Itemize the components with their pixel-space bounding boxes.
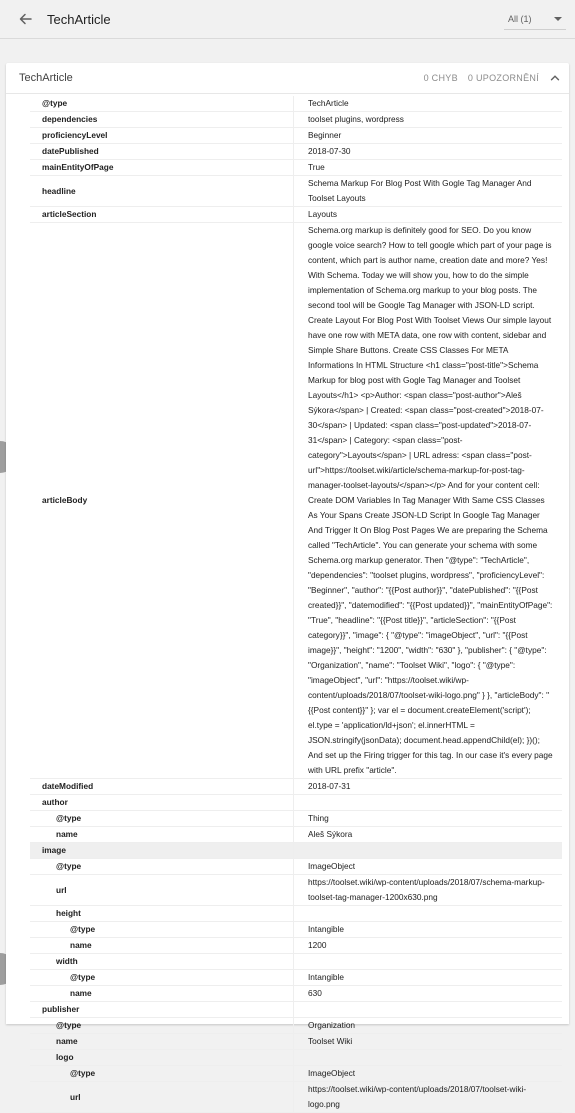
table-row (30, 207, 562, 223)
table-row (30, 144, 562, 160)
table-row (30, 1034, 562, 1050)
table-row (30, 843, 562, 859)
table-row (30, 922, 562, 938)
property-key: @type (30, 922, 294, 937)
property-key: width (30, 954, 294, 969)
property-value: https://toolset.wiki/wp-content/uploads/2018/07/schema-markup-toolset-tag-manager-1200x630.png (308, 877, 545, 902)
property-key: url (30, 1082, 294, 1112)
property-value: 630 (308, 988, 322, 998)
property-value: Intangible (308, 972, 344, 982)
property-value: 1200 (308, 940, 327, 950)
property-value: https://toolset.wiki/wp-content/uploads/2018/07/toolset-wiki-logo.png (308, 1084, 527, 1109)
table-row (30, 779, 562, 795)
collapse-button[interactable] (547, 70, 563, 86)
table-row (30, 1050, 562, 1066)
property-value (294, 1050, 562, 1065)
table-row (30, 986, 562, 1002)
property-value: Toolset Wiki (308, 1036, 353, 1046)
top-bar (0, 0, 575, 39)
property-key: publisher (30, 1002, 294, 1017)
table-row (30, 176, 562, 207)
warning-count: 0 UPOZORNĚNÍ (467, 73, 539, 83)
property-key: author (30, 795, 294, 810)
property-value: Schema Markup For Blog Post With Gogle Tag Manager And Toolset Layouts (308, 178, 532, 203)
property-value: Aleš Sýkora (308, 829, 353, 839)
table-row (30, 970, 562, 986)
property-key: name (30, 827, 294, 842)
property-key: name (30, 938, 294, 953)
property-key: articleSection (30, 207, 294, 222)
table-row (30, 112, 562, 128)
card-header[interactable] (6, 63, 569, 94)
table-row (30, 1082, 562, 1113)
property-value: Intangible (308, 924, 344, 934)
property-value (294, 954, 562, 969)
property-value: ImageObject (308, 861, 356, 871)
table-row (30, 827, 562, 843)
property-key: mainEntityOfPage (30, 160, 294, 175)
property-value: 2018-07-31 (308, 781, 351, 791)
property-key: name (30, 1034, 294, 1049)
property-key: @type (30, 859, 294, 874)
table-row (30, 906, 562, 922)
table-row (30, 875, 562, 906)
table-row (30, 1002, 562, 1018)
table-row (30, 795, 562, 811)
property-key: headline (30, 176, 294, 206)
property-value (294, 906, 562, 921)
property-key: dateModified (30, 779, 294, 794)
table-row (30, 128, 562, 144)
property-value: 2018-07-30 (308, 146, 351, 156)
property-key: dependencies (30, 112, 294, 127)
property-key: height (30, 906, 294, 921)
results-filter-select[interactable] (504, 8, 566, 30)
property-key: name (30, 986, 294, 1001)
table-row (30, 811, 562, 827)
property-key: @type (30, 811, 294, 826)
property-value (294, 795, 562, 810)
error-count: 0 CHYB (423, 73, 458, 83)
property-key: @type (30, 96, 294, 111)
property-value: Beginner (308, 130, 342, 140)
property-value (294, 1002, 562, 1017)
chevron-up-icon (550, 73, 560, 83)
table-row (30, 1018, 562, 1034)
table-row (30, 938, 562, 954)
property-table (30, 96, 562, 1113)
table-row (30, 859, 562, 875)
property-value: Schema.org markup is definitely good for SEO. Do you know google voice search? How to tell google which part of your page is content, which part is author name, creation date and more? Yes! With Schema. Today we will show you, how to do the simple implementation of Schema.org markup to your blog posts. The second tool will be Google Tag Manager with JSON-LD script. Create Layout For Blog Post With Toolset Views Our simple layout have one row with META data, one row with content, sidebar and Simple Share Buttons. Create CSS Classes For META Informations In HTML Structure <h1 class="post-title">Schema Markup for blog post with Gogle Tag Manager and Toolset Layouts</h1> <p>Author: <span class="post-author">Aleš Sýkora</span> | Created: <span class="post-created">2018-07-30</span> | Updated: <span class="post-updated">2018-07-31</span> | Category: <span class="post-category">Layouts</span> | URL adress: <span class="post-url">https://toolset.wiki/article/schema-markup-for-post-tag-manager-toolset-layouts/</span></p> And for your content cell: Create DOM Variables In Tag Manager With Same CSS Classes As Your Spans Create JSON-LD Script In Google Tag Manager And Trigger It On Blog Post Pages We are preparing the Schema called "TechArticle". You can generate your schema with some Schema.org markup generator. Then "@type": "TechArticle", "dependencies": "toolset plugins, wordpress", "proficiencyLevel": "Beginner", "author": "{{Post author}}", "datePublished": "{{Post created}}", "datemodified": "{{Post updated}}", "mainEntityOfPage": "True", "headline": "{{Post title}}", "articleSection": "{{Post category}}", "image": { "@type": "imageObject", "url": "{{Post image}}", "height": "1200", "width": "630" }, "publisher": { "@type": "Organization", "name": "Toolset Wiki", "logo": { "@type": "imageObject", "url": "https://toolset.wiki/wp-content/uploads/2018/07/toolset-wiki-logo.png" } }, "articleBody": "{{Post content}}" }; var el = document.createElement('script'); el.type = 'application/ld+json'; el.innerHTML = JSON.stringify(jsonData); document.head.appendChild(el); })(); And set up the Firing trigger for this tag. In our case it's every page with URL prefix "article". (308, 225, 553, 775)
property-value: True (308, 162, 325, 172)
arrow-left-icon (18, 12, 32, 26)
property-value: TechArticle (308, 98, 349, 108)
card-title: TechArticle (19, 72, 73, 84)
filter-selected-value: All (1) (508, 13, 532, 24)
property-key: proficiencyLevel (30, 128, 294, 143)
property-value: toolset plugins, wordpress (308, 114, 404, 124)
property-key: image (30, 843, 294, 858)
property-key: datePublished (30, 144, 294, 159)
back-button[interactable] (15, 9, 35, 29)
property-value: Thing (308, 813, 329, 823)
property-key: articleBody (30, 223, 294, 778)
property-value: ImageObject (308, 1068, 356, 1078)
table-row (30, 160, 562, 176)
property-value: Organization (308, 1020, 356, 1030)
property-key: @type (30, 1066, 294, 1081)
table-row (30, 954, 562, 970)
property-key: url (30, 875, 294, 905)
property-key: @type (30, 970, 294, 985)
property-value: Layouts (308, 209, 338, 219)
result-card (6, 63, 569, 1109)
table-row (30, 1066, 562, 1082)
property-key: logo (30, 1050, 294, 1065)
page-title: TechArticle (47, 11, 111, 27)
property-key: @type (30, 1018, 294, 1033)
property-value (294, 843, 562, 858)
table-row (30, 223, 562, 779)
caret-down-icon (554, 17, 562, 21)
table-row (30, 96, 562, 112)
